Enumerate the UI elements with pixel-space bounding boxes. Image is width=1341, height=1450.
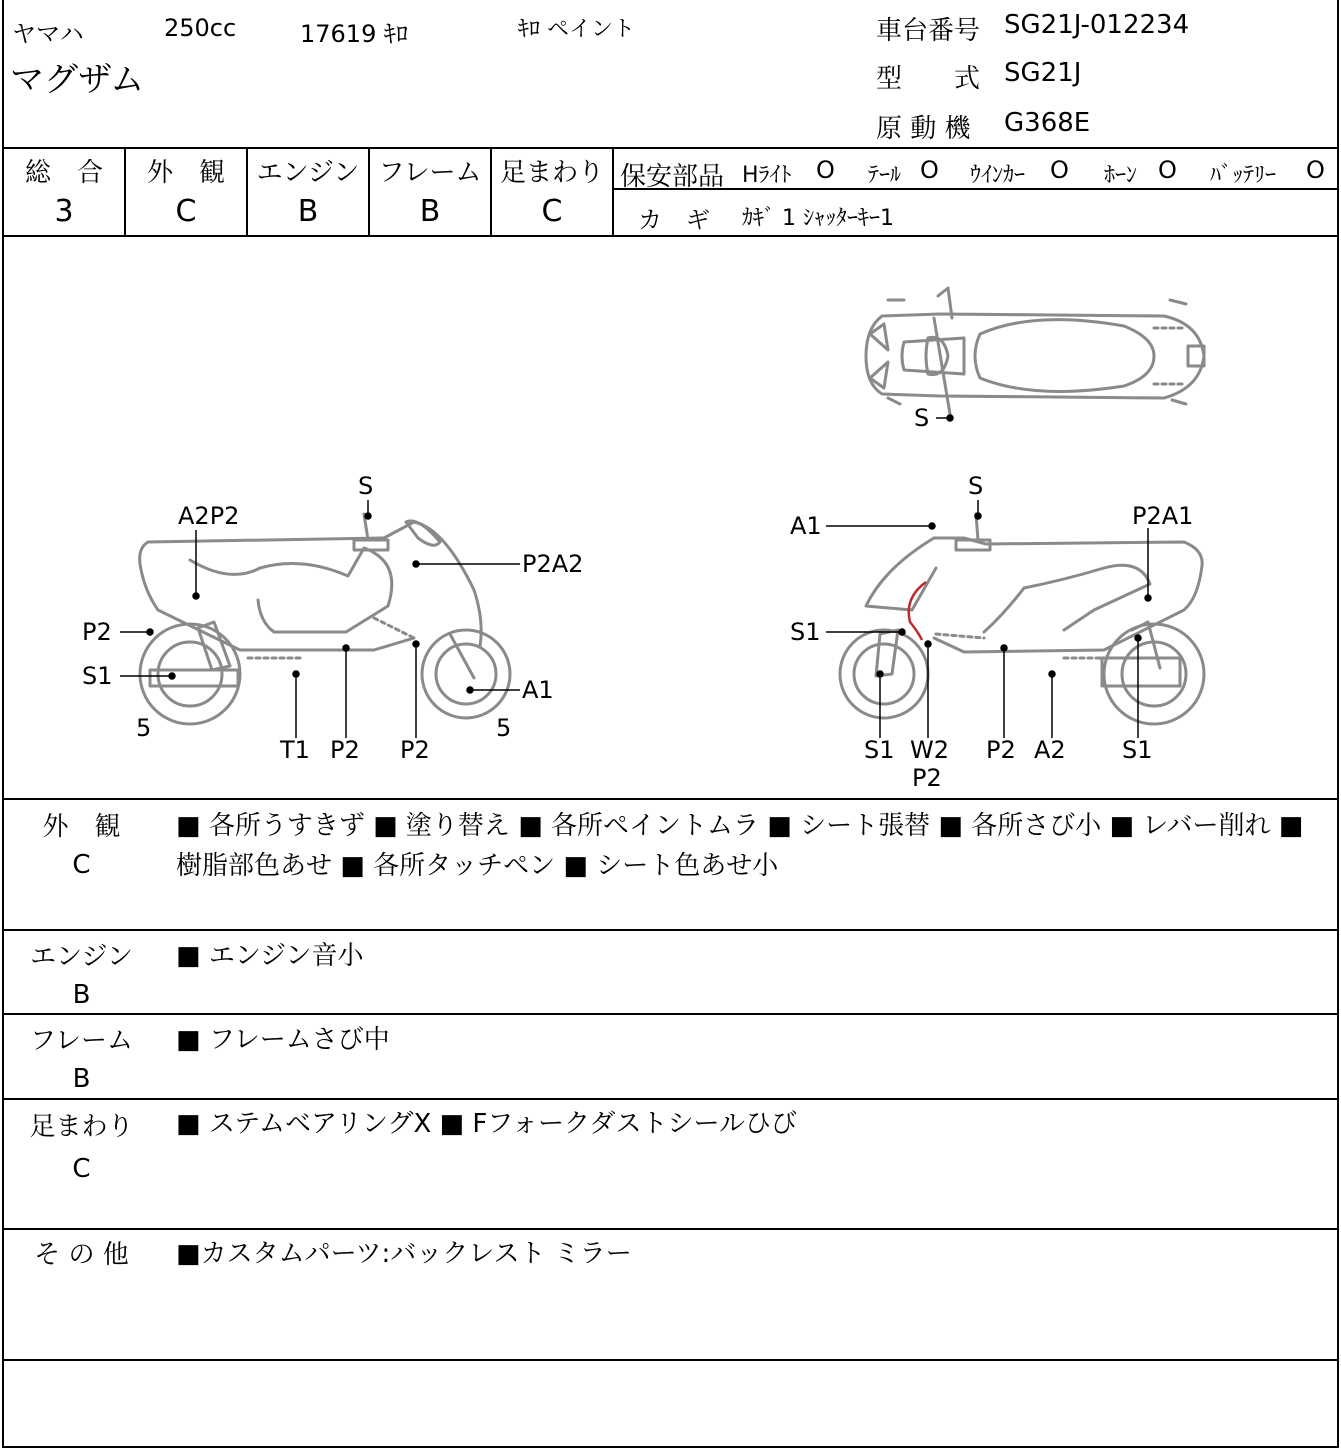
diagram-label: P2 (912, 764, 942, 792)
grade-suspension-label: 足まわり (499, 158, 604, 188)
section-suspension-text: ■ ステムベアリングX ■ Fフォークダストシールひび (176, 1109, 797, 1139)
section-frame-text: ■ フレームさび中 (176, 1025, 390, 1055)
grade-frame-value: B (419, 194, 441, 229)
grade-engine-value: B (297, 194, 319, 229)
section-exterior-label: 外 観 C (42, 812, 121, 880)
damage-diagram (4, 238, 1337, 798)
safety-item-winker: ｳｲﾝｶｰ (970, 163, 1026, 188)
inspection-sheet (2, 0, 1339, 1448)
grade-exterior-value: C (175, 194, 197, 229)
safety-item-battery: ﾊﾞｯﾃﾘｰ (1210, 163, 1277, 188)
diagram-label: P2 (330, 736, 360, 764)
safety-label: 保安部品 (620, 162, 725, 192)
section-suspension-label: 足まわり C (29, 1112, 134, 1184)
diagram-label: P2 (986, 736, 1016, 764)
divider (4, 1359, 1337, 1361)
frame-no-label: 車台番号 (876, 16, 981, 46)
grade-suspension-value: C (541, 194, 563, 229)
divider (4, 235, 1337, 237)
diagram-label: T1 (280, 736, 310, 764)
type-value: SG21J (1004, 58, 1082, 88)
safety-item-tail: ﾃｰﾙ (868, 163, 902, 188)
diagram-label: A2 (1034, 736, 1066, 764)
diagram-label: S1 (1122, 736, 1153, 764)
divider (4, 147, 1337, 149)
grade-engine-label: エンジン (256, 158, 360, 188)
safety-mark: O (816, 156, 835, 184)
mileage-note: ｷﾛ ペイント (518, 17, 635, 42)
diagram-label: S (358, 472, 374, 500)
key-value: ｶｷﾞ 1 ｼｬｯﾀｰｷｰ1 (742, 206, 894, 231)
section-other-label: そ の 他 (34, 1240, 129, 1270)
diagram-label: A2P2 (178, 502, 240, 530)
divider (4, 1013, 1337, 1015)
divider (4, 798, 1337, 800)
diagram-label: P2 (82, 618, 112, 646)
safety-mark: O (1158, 156, 1177, 184)
section-frame-label: フレーム B (30, 1026, 133, 1094)
diagram-label: A1 (790, 512, 822, 540)
diagram-label: S (914, 404, 930, 432)
diagram-label: S1 (790, 618, 821, 646)
diagram-label: A1 (522, 676, 554, 704)
section-exterior-text: ■ 各所うすきず ■ 塗り替え ■ 各所ペイントムラ ■ シート張替 ■ 各所さび小 ■ レバー削れ ■ 樹脂部色あせ ■ 各所タッチペン ■ シート色あせ小 (176, 811, 1304, 881)
left-view-scooter (140, 514, 510, 724)
diagram-label: 5 (136, 714, 152, 742)
grade-frame-label: フレーム (378, 158, 482, 188)
safety-item-horn: ﾎｰﾝ (1104, 163, 1138, 188)
model-name: マグザム (10, 60, 145, 100)
diagram-label: W2 (910, 736, 949, 764)
divider (4, 929, 1337, 931)
grade-overall-label: 総 合 (24, 158, 103, 188)
diagram-label: P2A2 (522, 550, 584, 578)
divider (4, 1228, 1337, 1230)
diagram-label: S1 (82, 662, 113, 690)
engine-value: G368E (1004, 108, 1091, 138)
diagram-label: P2A1 (1132, 502, 1194, 530)
diagram-label: 5 (496, 714, 512, 742)
diagram-label: S (968, 472, 984, 500)
safety-mark: O (920, 156, 939, 184)
safety-item-headlight: Hﾗｲﾄ (742, 163, 792, 188)
diagram-label: S1 (864, 736, 895, 764)
displacement: 250cc (164, 14, 237, 42)
divider (4, 1098, 1337, 1100)
section-engine-text: ■ エンジン音小 (176, 941, 364, 971)
top-view-scooter (866, 288, 1204, 414)
safety-mark: O (1050, 156, 1069, 184)
section-other-text: ■カスタムパーツ:バックレスト ミラー (176, 1239, 632, 1269)
maker: ヤマハ (12, 20, 84, 48)
grade-divider (612, 148, 614, 236)
engine-label: 原 動 機 (876, 114, 971, 144)
right-view-scooter (840, 514, 1204, 724)
diagram-label: P2 (400, 736, 430, 764)
mileage: 17619 ｷﾛ (300, 20, 408, 48)
grade-exterior-label: 外 観 (146, 158, 225, 188)
frame-no: SG21J-012234 (1004, 10, 1190, 40)
section-engine-label: エンジン B (30, 942, 133, 1010)
grade-overall-value: 3 (54, 194, 74, 229)
key-label: カ ギ (638, 206, 710, 234)
type-label: 型 式 (876, 64, 981, 94)
safety-mark: O (1306, 156, 1325, 184)
